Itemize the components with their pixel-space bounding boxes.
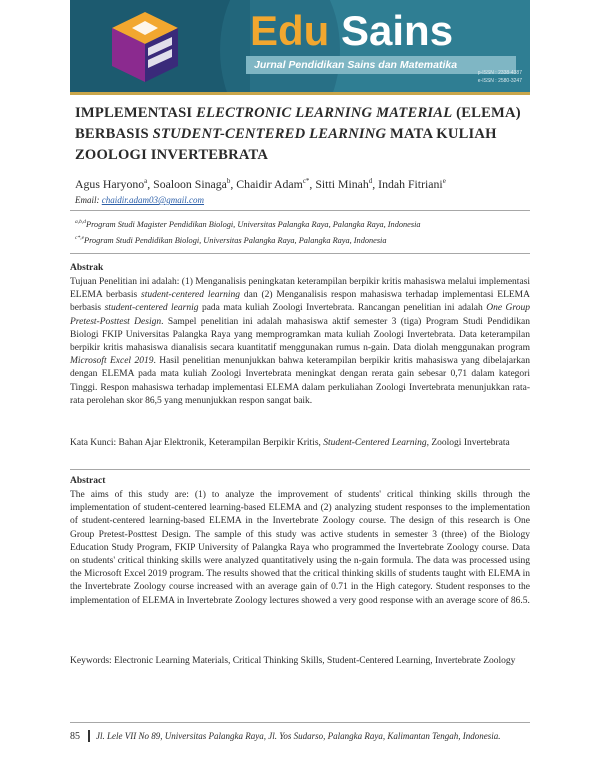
kata-kunci-italic: Student-Centered Learning bbox=[323, 438, 427, 448]
author-sup: a bbox=[144, 177, 148, 186]
author-sup: d bbox=[368, 177, 373, 186]
journal-logo-icon bbox=[108, 8, 182, 86]
page-number: 85 bbox=[70, 731, 80, 742]
author-name: Agus Haryono bbox=[75, 177, 145, 191]
issn-online: e-ISSN : 2580-3247 bbox=[477, 78, 522, 84]
title-part-3: (ELEMA) BERBASIS bbox=[75, 105, 521, 142]
title-part-1: IMPLEMENTASI bbox=[75, 105, 197, 121]
author-email bbox=[75, 195, 204, 205]
title-part-5: MATA KULIAH ZOOLOGI INVERTEBRATA bbox=[75, 126, 497, 163]
abstrak-italic: Microsoft Excel 2019 bbox=[70, 356, 154, 367]
abstrak-text: dan (2) Menganalisis respon mahasiswa terhadap implementasi ELEMA berbasis bbox=[70, 290, 530, 314]
affiliation-divider bbox=[70, 253, 530, 254]
affiliation-sup: a,b,d bbox=[75, 219, 86, 225]
abstrak-text: . Hasil penelitian menunjukkan bahwa keterampilan berpikir kritis mahasiswa yang dibelajarkan dengan ELEMA pada mata kuliah Zoologi Invertebrata meningkat dengan rerata gain sebesar 0,71 dalam kategori Tinggi. Respon mahasiswa terhadap implementasi ELEMA dalam perkuliahan Zoologi Invertebrata menunjukkan rata-rata perolehan skor 86,5 yang menunjukkan respon sangat baik. bbox=[70, 356, 530, 406]
abstrak-italic: student-centered learnig bbox=[104, 303, 199, 314]
kata-kunci-text: , Zoologi Invertebrata bbox=[426, 438, 510, 448]
banner-rule bbox=[70, 92, 530, 95]
affiliation-1 bbox=[75, 219, 421, 229]
abstrak-italic: One Group Pretest-Posttest Design bbox=[70, 303, 530, 327]
abstrak-text: pada mata kuliah Zoologi Invertebrata. Rancangan penelitian ini adalah bbox=[198, 303, 487, 314]
email-label: Email: bbox=[75, 195, 102, 205]
kata-kunci-text: Kata Kunci: Bahan Ajar Elektronik, Keterampilan Berpikir Kritis, bbox=[70, 438, 324, 448]
brand-sains: Sains bbox=[341, 7, 454, 54]
brand-edu: Edu bbox=[250, 7, 330, 54]
author-name: Chaidir Adam bbox=[236, 177, 303, 191]
affiliation-sup: c*,e bbox=[75, 235, 85, 241]
abstract-divider bbox=[70, 469, 530, 470]
author-sup: b bbox=[226, 177, 231, 186]
abstrak-text: Tujuan Penelitian ini adalah: (1) Menganalisis peningkatan keterampilan berpikir kritis mahasiswa melalui implementasi ELEMA berbasis bbox=[70, 277, 530, 301]
title-part-4: STUDENT-CENTERED LEARNING bbox=[152, 126, 387, 142]
footer-divider bbox=[70, 722, 530, 723]
email-link[interactable]: chaidir.adam03@gmail.com bbox=[101, 195, 205, 205]
author-sup: e bbox=[442, 177, 446, 186]
author-name: Soaloon Sinaga bbox=[153, 177, 227, 191]
author-sup: c* bbox=[302, 177, 310, 186]
journal-subtitle: Jurnal Pendidikan Sains dan Matematika bbox=[246, 56, 516, 74]
journal-brand bbox=[250, 8, 453, 54]
affiliation-text: Program Studi Magister Pendidikan Biologi, Universitas Palangka Raya, Palangka Raya, Indonesia bbox=[86, 219, 421, 229]
abstract-body: The aims of this study are: (1) to analyze the improvement of students' critical thinking skills through the implementation of student-centered learning-based ELEMA and (2) analyzing student responses to the implementation of student-centered learning-based ELEMA in the Invertebrate Zoology course. The design of this research is One Group Pretest-Posttest Design. The sample of this study was active students in semester 3 (three) of the Biology Education Study Program, FKIP University of Palangka Raya who programmed the Invertebrate Zoology course. Data on students' critical thinking skills were analyzed quantitatively using the n-gain formula. The data was processed using the Microsoft Excel 2019 program. The results showed that the critical thinking skills of students taught with ELEMA in the Invertebrate Zoology course increased with an average gain of 0.71 in the High category. Student responses to the implementation of ELEMA in Invertebrate Zoology lectures showed a very good response with an average score of 86.5. bbox=[70, 490, 530, 606]
author-list: Agus Haryono$^a$, Soaloon Sinaga$^b$, Chaidir Adam$^{c*}$, Sitti Minah$^d$, Indah Fitriani$^e$ bbox=[75, 177, 446, 191]
kata-kunci bbox=[70, 437, 530, 450]
paper-title bbox=[75, 103, 530, 166]
abstrak-body bbox=[70, 276, 530, 408]
abstrak-text: . Sampel penelitian ini adalah mahasiswa aktif semester 3 (tiga) Program Studi Pendidikan Biologi FKIP Universitas Palangka Raya yang memprogramkan mata kuliah Zoologi Invertebrata. Data keterampilan berpikir kritis mahasiswa dianalisis secara kuantitatif menggunakan rumus n-gain. Data diolah menggunakan program bbox=[70, 316, 531, 354]
abstrak-heading: Abstrak bbox=[70, 263, 104, 273]
abstract-heading: Abstract bbox=[70, 476, 106, 486]
affiliation-2 bbox=[75, 235, 387, 245]
footer-address: Jl. Lele VII No 89, Universitas Palangka Raya, Jl. Yos Sudarso, Palangka Raya, Kalimantan Tengah, Indonesia. bbox=[96, 731, 501, 741]
journal-banner bbox=[70, 0, 530, 92]
keywords: Keywords: Electronic Learning Materials, Critical Thinking Skills, Student-Centered Learning, Invertebrate Zoology bbox=[70, 656, 516, 666]
header-divider bbox=[70, 210, 530, 211]
affiliation-text: Program Studi Pendidikan Biologi, Universitas Palangka Raya, Palangka Raya, Indonesia bbox=[84, 235, 387, 245]
issn-print: p-ISSN : 2338-4387 bbox=[477, 70, 522, 76]
abstrak-italic: student-centered learning bbox=[141, 290, 241, 301]
author-name: Sitti Minah bbox=[315, 177, 369, 191]
title-part-2: ELECTRONIC LEARNING MATERIAL bbox=[196, 105, 453, 121]
footer-separator bbox=[88, 730, 90, 742]
author-name: Indah Fitriani bbox=[378, 177, 443, 191]
